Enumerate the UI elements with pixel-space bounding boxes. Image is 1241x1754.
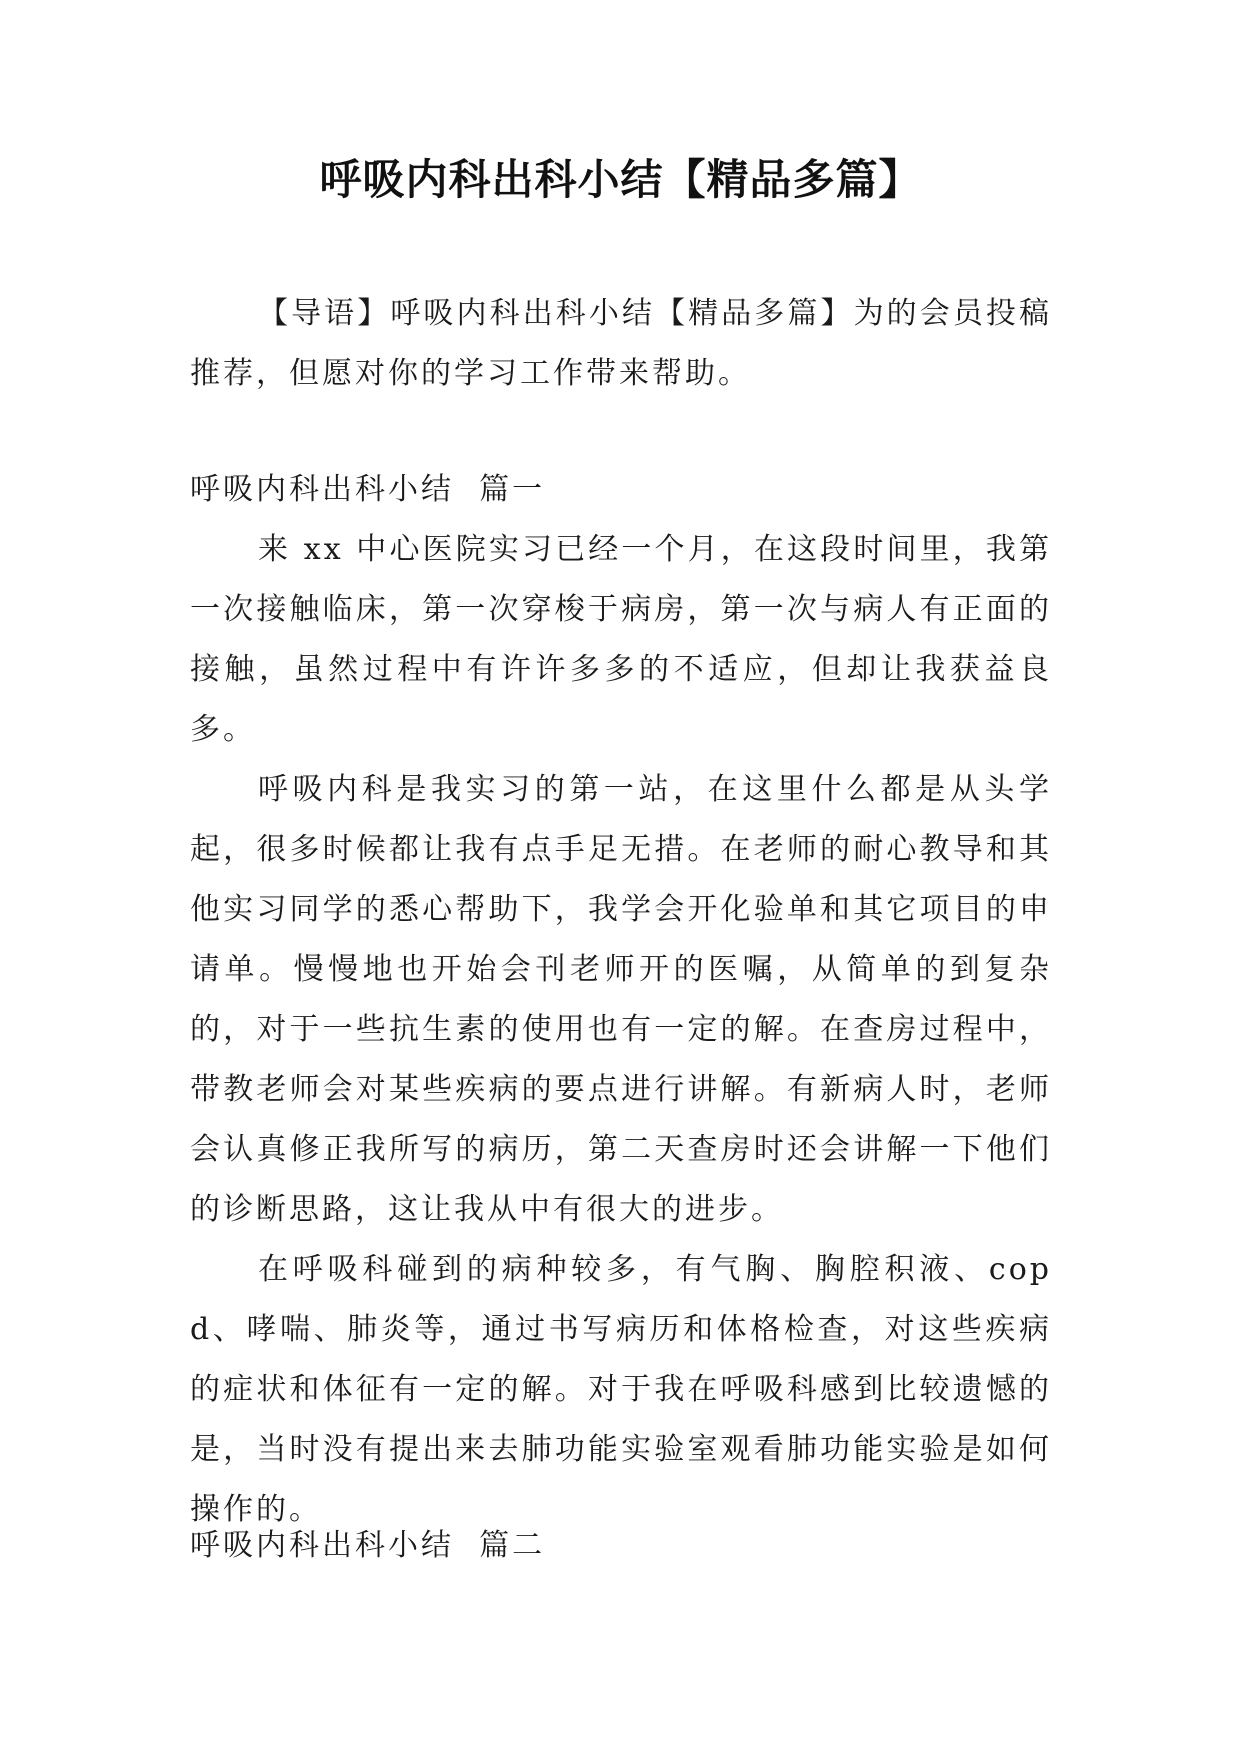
- document-title: 呼吸内科出科小结【精品多篇】: [319, 155, 922, 204]
- section-body-1: [190, 520, 1052, 1540]
- paragraph: 在呼吸科碰到的病种较多，有气胸、胸腔积液、copd、哮喘、肺炎等，通过书写病历和体格检查，对这些疾病的症状和体征有一定的解。对于我在呼吸科感到比较遗憾的是，当时没有提出来去肺功能实验室观看肺功能实验是如何操作的。: [190, 1252, 1052, 1527]
- intro-paragraph: 【导语】呼吸内科出科小结【精品多篇】为的会员投稿推荐，但愿对你的学习工作带来帮助。: [190, 296, 1052, 391]
- paragraph: 呼吸内科是我实习的第一站，在这里什么都是从头学起，很多时候都让我有点手足无措。在老师的耐心教导和其他实习同学的悉心帮助下，我学会开化验单和其它项目的申请单。慢慢地也开始会刊老师开的医嘱，从简单的到复杂的，对于一些抗生素的使用也有一定的解。在查房过程中，带教老师会对某些疾病的要点进行讲解。有新病人时，老师会认真修正我所写的病历，第二天查房时还会讲解一下他们的诊断思路，这让我从中有很大的进步。: [190, 772, 1052, 1227]
- section-heading-1: 呼吸内科出科小结 篇一: [190, 472, 546, 507]
- section-heading-2: 呼吸内科出科小结 篇二: [190, 1528, 546, 1563]
- paragraph: 来 xx 中心医院实习已经一个月，在这段时间里，我第一次接触临床，第一次穿梭于病房，第一次与病人有正面的接触，虽然过程中有许许多多的不适应，但却让我获益良多。: [190, 532, 1052, 747]
